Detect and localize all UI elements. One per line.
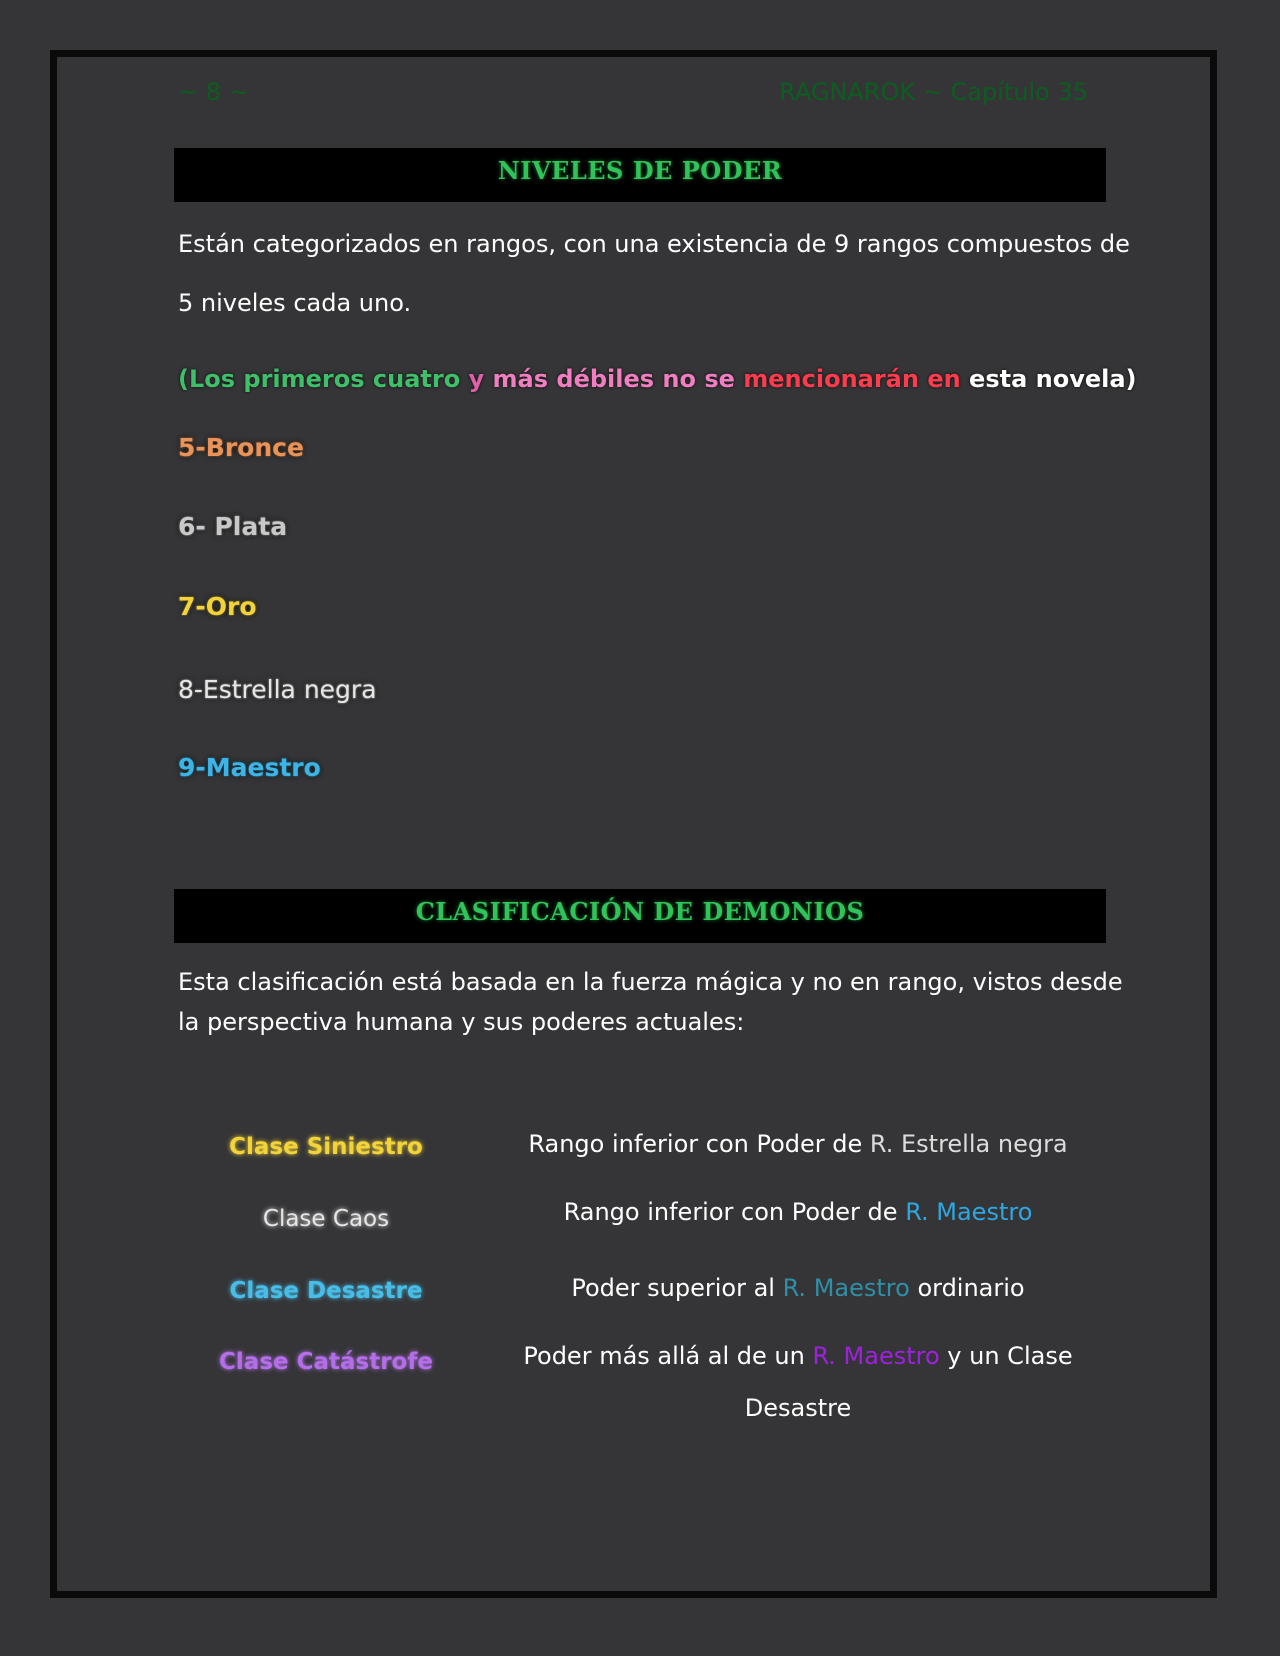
class-name: Clase Desastre — [229, 1278, 423, 1304]
class-description — [498, 1274, 1098, 1302]
section-title-demonios: CLASIFICACIÓN DE DEMONIOS — [174, 889, 1106, 943]
note-part: mencionarán en — [743, 365, 970, 393]
rank-plata: 6- Plata — [178, 512, 288, 541]
note-part: y — [468, 365, 493, 393]
class-description — [498, 1198, 1098, 1226]
desc-text: Rango inferior con Poder de — [563, 1198, 906, 1226]
class-name: Clase Catástrofe — [219, 1349, 433, 1375]
desc-highlight: R. Maestro — [812, 1342, 940, 1370]
rank-estrella-negra: 8-Estrella negra — [178, 675, 377, 704]
class-description — [498, 1330, 1098, 1434]
section1-intro-line2: 5 niveles cada uno. — [178, 289, 412, 317]
desc-highlight: R. Estrella negra — [869, 1130, 1068, 1158]
desc-text: y un Clase — [939, 1342, 1073, 1370]
section-title-niveles: NIVELES DE PODER — [174, 148, 1106, 202]
section2-intro-line2: la perspectiva humana y sus poderes actuales: — [178, 1008, 745, 1036]
desc-text: Poder más allá al de un — [523, 1342, 813, 1370]
note-part: (Los primeros cuatro — [178, 365, 469, 393]
rank-oro: 7-Oro — [178, 592, 257, 621]
class-description — [498, 1130, 1098, 1158]
rank-bronce: 5-Bronce — [178, 433, 304, 462]
class-name: Clase Caos — [262, 1206, 390, 1232]
note-part: esta novela) — [969, 365, 1137, 393]
book-title: RAGNAROK ~ Capítulo 35 — [779, 78, 1088, 106]
page-number: ~ 8 ~ — [178, 78, 249, 106]
desc-highlight: R. Maestro — [905, 1198, 1033, 1226]
desc-text: ordinario — [909, 1274, 1025, 1302]
desc-text: Desastre — [744, 1394, 852, 1422]
desc-highlight: R. Maestro — [782, 1274, 910, 1302]
note-line — [178, 365, 1137, 393]
note-part: más débiles no se — [492, 365, 744, 393]
desc-text: Rango inferior con Poder de — [528, 1130, 870, 1158]
class-name: Clase Siniestro — [229, 1134, 423, 1160]
rank-maestro: 9-Maestro — [178, 753, 321, 782]
section1-intro-line1: Están categorizados en rangos, con una existencia de 9 rangos compuestos de — [178, 230, 1130, 258]
desc-text: Poder superior al — [571, 1274, 783, 1302]
section2-intro-line1: Esta clasificación está basada en la fuerza mágica y no en rango, vistos desde — [178, 968, 1123, 996]
